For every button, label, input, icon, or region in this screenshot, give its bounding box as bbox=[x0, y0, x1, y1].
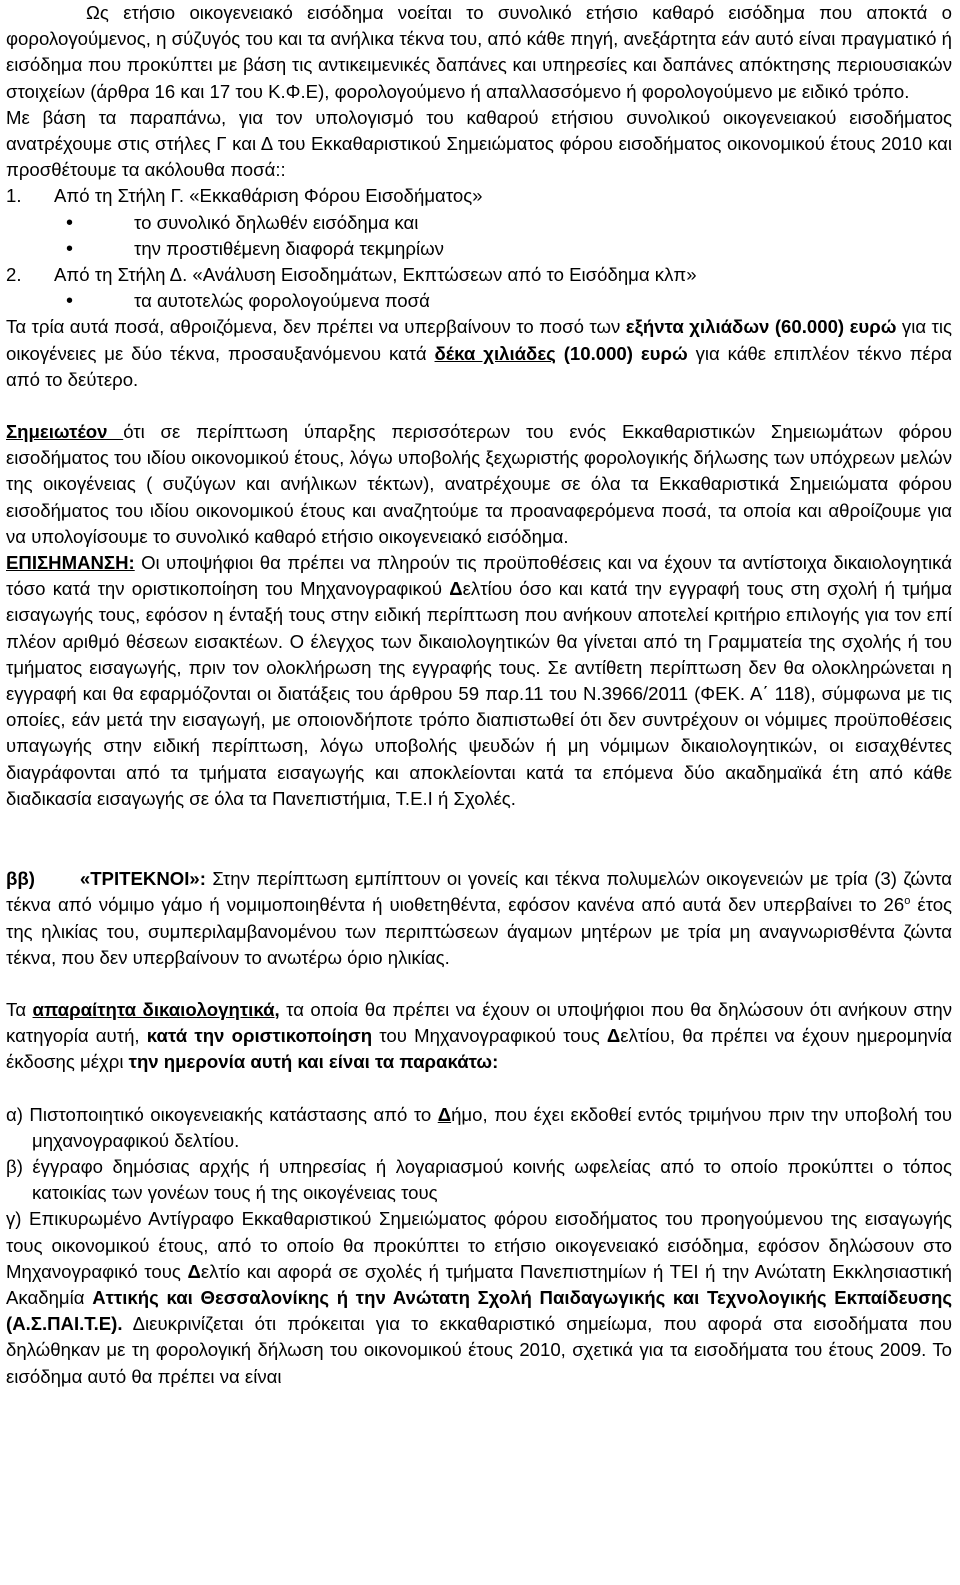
list-item-column-g bbox=[6, 183, 952, 209]
note-heading: Σημειωτέον bbox=[6, 421, 124, 443]
remark-heading: ΕΠΙΣΗΜΑΝΣΗ: bbox=[6, 552, 135, 574]
text-run: για τις οικογένειες με δύο τέκνα, προσαυξανόμενου κατά bbox=[6, 316, 952, 364]
text-run: του Μηχανογραφικού τους bbox=[372, 1025, 607, 1047]
text-run: Τα bbox=[6, 998, 33, 1020]
bullet-item: • το συνολικό δηλωθέν εισόδημα και bbox=[6, 210, 952, 236]
bold-text: κατά την οριστικοποίηση bbox=[146, 1025, 373, 1047]
bold-text: Δ bbox=[449, 578, 463, 600]
text-run: ελτίου, θα πρέπει να έχουν ημερομηνία έκδοσης μέχρι bbox=[6, 1025, 952, 1073]
list-item-text: Από τη Στήλη Γ. «Εκκαθάριση Φόρου Εισοδήματος» bbox=[54, 185, 483, 207]
paragraph-remark bbox=[6, 550, 952, 812]
bold-underlined-text: Δ bbox=[437, 1103, 452, 1125]
text-run: Διευκρινίζεται ότι πρόκειται για το εκκαθαριστικό σημείωμα, που αφορά στα εισοδήματα που δηλώθηκαν με τη φορολογική δήλωση του οικονομικού έτους 2010, σχετικά για τα εισοδήματα του έτους 2009. Το εισόδημα αυτό θα πρέπει να είναι bbox=[6, 1313, 952, 1387]
list-item-c bbox=[6, 1206, 952, 1389]
text-run: Στην περίπτωση εμπίπτουν οι γονείς και τέκνα πολυμελών οικογενειών με τρία (3) ζώντα τέκνα από νόμιμο γάμο ή νομιμοποιηθέντα ή υιοθετηθέντα, εφόσον κανένα από αυτά δεν υπερβαίνει το 26 bbox=[6, 868, 952, 916]
bold-text: εξήντα χιλιάδων (60.000) ευρώ bbox=[625, 316, 897, 338]
bold-underlined-text: απαραίτητα δικαιολογητικά, bbox=[32, 998, 280, 1020]
text-run: ήμο, που έχει εκδοθεί εντός τριμήνου πριν την υποβολή του μηχανογραφικού δελτίου. bbox=[32, 1103, 953, 1151]
list-number: 2. bbox=[6, 264, 22, 286]
paragraph-income-definition: Ως ετήσιο οικογενειακό εισόδημα νοείται το συνολικό ετήσιο καθαρό εισόδημα που αποκτά ο φορολογούμενος, η σύζυγός του και τα ανήλικα τέκνα του, από κάθε πηγή, ανεξάρτητα εάν αυτό είναι πραγματικό ή εισόδημα που προκύπτει με βάση τις αντικειμενικές δαπάνες και υπηρεσίες και δαπάνες απόκτησης περιουσιακών στοιχείων (άρθρα 16 και 17 του Κ.Φ.Ε), φορολογούμενο ή απαλλασσόμενο ή φορολογούμενο με ειδικό τρόπο. bbox=[6, 2, 952, 102]
list-item-a bbox=[6, 1102, 952, 1154]
text-run: ελτίο και αφορά σε σχολές ή τμήματα Πανεπιστημίων ή ΤΕΙ ή την Ανώτατη Εκκλησιαστική Ακαδημία bbox=[6, 1260, 952, 1308]
bold-text: την ημερονία αυτή και είναι τα παρακάτω: bbox=[128, 1051, 499, 1073]
paragraph-calculation-method: Με βάση τα παραπάνω, για τον υπολογισμό του καθαρού ετήσιου συνολικού οικογενειακού εισοδήματος ανατρέχουμε στις στήλες Γ και Δ του Εκκαθαριστικού Σημειώματος φόρου εισοδήματος οικονομικού έτους 2010 και προσθέτουμε τα ακόλουθα ποσά:: bbox=[6, 106, 952, 181]
section-heading: «ΤΡΙΤΕΚΝΟΙ»: bbox=[79, 868, 206, 890]
text-run: Οι υποψήφιοι θα πρέπει να πληρούν τις προϋποθέσεις και να έχουν τα αντίστοιχα δικαιολογητικά τόσο κατά την οριστικοποίηση του Μηχανογραφικού bbox=[6, 552, 952, 600]
text-run: ελτίου όσο και κατά την εγγραφή τους στη σχολή ή τμήμα εισαγωγής τους, εφόσον η ένταξή τους στην ειδική περίπτωση που ανήκουν αποτελεί κριτήριο επιλογής για τον επί πλέον αριθμό θέσεων εισακτέων. Ο έλεγχος των δικαιολογητικών θα γίνεται από τη Γραμματεία της σχολής ή του τμήματος εισαγωγής, πριν τον ολοκλήρωση της εγγραφής τους. Σε αντίθετη περίπτωση δεν θα ολοκληρώνεται η εγγραφή και θα εφαρμόζονται οι διατάξεις του άρθρου 59 παρ.11 του Ν.3966/2011 (ΦΕΚ. Α΄ 118), σύμφωνα με τις οποίες, εάν μετά την εισαγωγή, με οποιονδήποτε τρόπο διαπιστωθεί ότι δεν συντρέχουν οι νόμιμες προϋποθέσεις υπαγωγής στην ειδική περίπτωση, λόγω υποβολής ψευδών ή μη νόμιμων δικαιολογητικών, οι εισαχθέντες διαγράφονται από τα τμήματα εισαγωγής και αποκλείονται κατά τα επόμενα δύο ακαδημαϊκά έτη από κάθε διαδικασία εισαγωγής σε όλα τα Πανεπιστήμια, Τ.Ε.Ι ή Σχολές. bbox=[6, 578, 952, 809]
bold-text: Αττικής και Θεσσαλονίκης ή την Ανώτατη Σχολή Παιδαγωγικής και Τεχνολογικής Εκπαίδευσης (Α.Σ.ΠΑΙ.Τ.Ε). bbox=[6, 1286, 953, 1335]
paragraph-note bbox=[6, 419, 952, 550]
bold-underlined-text: δέκα χιλιάδες bbox=[434, 342, 556, 364]
bold-text: Δ bbox=[606, 1025, 621, 1047]
list-number: 1. bbox=[6, 185, 22, 207]
paragraph-income-limit bbox=[6, 314, 952, 393]
text-run: ότι σε περίπτωση ύπαρξης περισσότερων του ενός Εκκαθαριστικών Σημειωμάτων φόρου εισοδήματος του ιδίου οικονομικού έτους, λόγω υποβολής ξεχωριστής φορολογικής δήλωσης των υπόχρεων μελών της οικογένειας ( συζύγων και ανήλικων τέκτων), ανατρέχουμε σε όλα τα Εκκαθαριστικά Σημειώματα φόρου εισοδήματος του ιδίου οικονομικού έτους και αναζητούμε τα προαναφερόμενα ποσά, τα οποία και αθροίζουμε για να υπολογίσουμε το συνολικό καθαρό ετήσιο οικογενειακό εισόδημα. bbox=[6, 421, 952, 547]
bold-text: Δ bbox=[187, 1260, 201, 1282]
text-run: για κάθε επιπλέον τέκνο πέρα από το δεύτερο. bbox=[6, 342, 953, 390]
text-run: γ) Επικυρωμένο Αντίγραφο Εκκαθαριστικού Σημειώματος φόρου εισοδήματος του προηγούμενου της εισαγωγής τους οικονομικού έτους, από το οποίο θα προκύπτει το ετήσιο οικογενειακό εισόδημα, εφόσον δηλώσουν στο Μηχανογραφικό τους bbox=[6, 1208, 952, 1282]
text-run: α) Πιστοποιητικό οικογενειακής κατάστασης από το bbox=[6, 1103, 438, 1125]
list-item-text: Από τη Στήλη Δ. «Ανάλυση Εισοδημάτων, Εκπτώσεων από το Εισόδημα κλπ» bbox=[54, 264, 697, 286]
list-item-column-d bbox=[6, 262, 952, 288]
section-label: ββ) bbox=[6, 868, 35, 890]
bullet-item: • την προστιθέμενη διαφορά τεκμηρίων bbox=[6, 236, 952, 262]
bullet-item: • τα αυτοτελώς φορολογούμενα ποσά bbox=[6, 288, 952, 314]
bold-text: (10.000) ευρώ bbox=[563, 342, 688, 364]
paragraph-large-families bbox=[6, 866, 952, 971]
paragraph-required-documents bbox=[6, 997, 952, 1076]
text-run: τα οποία θα πρέπει να έχουν οι υποψήφιοι που θα δηλώσουν ότι ανήκουν στην κατηγορία αυτή, bbox=[6, 998, 953, 1047]
superscript: ο bbox=[904, 895, 911, 908]
text-run: Τα τρία αυτά ποσά, αθροιζόμενα, δεν πρέπει να υπερβαίνουν το ποσό των bbox=[6, 316, 626, 338]
text-run: έτος της ηλικίας του, συμπεριλαμβανομένου των περιπτώσεων άγαμων μητέρων με τρία μη αναγνωρισθέντα ζώντα τέκνα, που δεν υπερβαίνουν το ανωτέρω όριο ηλικίας. bbox=[6, 894, 953, 968]
list-item-b: β) έγγραφο δημόσιας αρχής ή υπηρεσίας ή λογαριασμού κοινής ωφελείας από το οποίο προκύπτει ο τόπος κατοικίας των γονέων τους ή της οικογένειας τους bbox=[6, 1155, 952, 1204]
